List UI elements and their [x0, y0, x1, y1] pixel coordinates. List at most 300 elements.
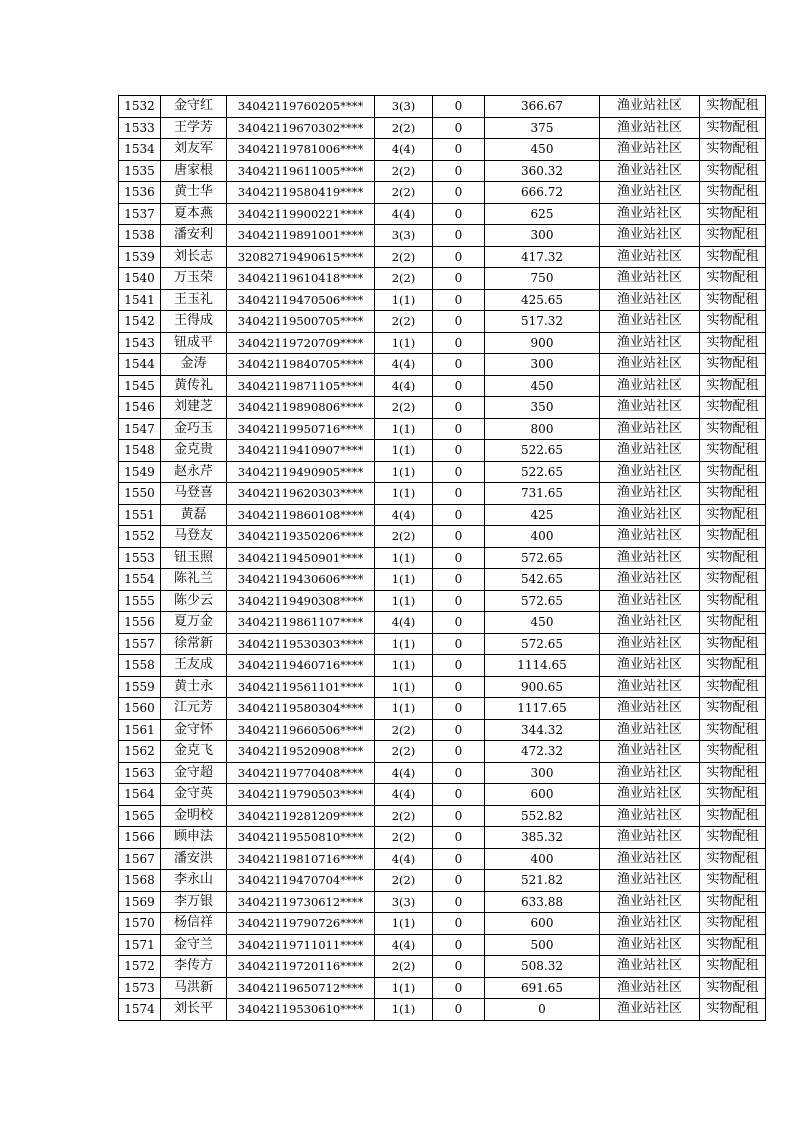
serial-number-cell: 1544	[119, 354, 161, 376]
name-cell: 万玉荣	[161, 268, 227, 290]
zero-value-cell: 0	[433, 719, 485, 741]
zero-value-cell: 0	[433, 160, 485, 182]
household-size-cell: 1(1)	[375, 676, 433, 698]
allocation-type-cell: 实物配租	[700, 547, 766, 569]
zero-value-cell: 0	[433, 741, 485, 763]
zero-value-cell: 0	[433, 375, 485, 397]
allocation-type-cell: 实物配租	[700, 461, 766, 483]
amount-cell: 666.72	[485, 182, 600, 204]
serial-number-cell: 1562	[119, 741, 161, 763]
id-number-cell: 34042119530610****	[227, 999, 375, 1021]
name-cell: 刘长志	[161, 246, 227, 268]
community-cell: 渔业站社区	[600, 805, 700, 827]
household-size-cell: 2(2)	[375, 246, 433, 268]
id-number-cell: 34042119720709****	[227, 332, 375, 354]
id-number-cell: 34042119790726****	[227, 913, 375, 935]
zero-value-cell: 0	[433, 999, 485, 1021]
name-cell: 金巧玉	[161, 418, 227, 440]
zero-value-cell: 0	[433, 225, 485, 247]
amount-cell: 552.82	[485, 805, 600, 827]
amount-cell: 350	[485, 397, 600, 419]
community-cell: 渔业站社区	[600, 526, 700, 548]
household-size-cell: 1(1)	[375, 440, 433, 462]
allocation-type-cell: 实物配租	[700, 440, 766, 462]
table-row	[119, 805, 766, 827]
id-number-cell: 34042119840705****	[227, 354, 375, 376]
zero-value-cell: 0	[433, 784, 485, 806]
name-cell: 金守超	[161, 762, 227, 784]
serial-number-cell: 1554	[119, 569, 161, 591]
table-row	[119, 397, 766, 419]
allocation-type-cell: 实物配租	[700, 719, 766, 741]
table-row	[119, 332, 766, 354]
amount-cell: 450	[485, 139, 600, 161]
table-row	[119, 440, 766, 462]
name-cell: 李万银	[161, 891, 227, 913]
id-number-cell: 34042119430606****	[227, 569, 375, 591]
zero-value-cell: 0	[433, 762, 485, 784]
table-row	[119, 268, 766, 290]
zero-value-cell: 0	[433, 354, 485, 376]
allocation-type-cell: 实物配租	[700, 569, 766, 591]
id-number-cell: 34042119561101****	[227, 676, 375, 698]
name-cell: 王得成	[161, 311, 227, 333]
household-size-cell: 2(2)	[375, 719, 433, 741]
name-cell: 黄士华	[161, 182, 227, 204]
amount-cell: 500	[485, 934, 600, 956]
zero-value-cell: 0	[433, 311, 485, 333]
amount-cell: 1114.65	[485, 655, 600, 677]
household-size-cell: 1(1)	[375, 483, 433, 505]
table-row	[119, 891, 766, 913]
household-size-cell: 1(1)	[375, 461, 433, 483]
allocation-type-cell: 实物配租	[700, 633, 766, 655]
zero-value-cell: 0	[433, 289, 485, 311]
allocation-type-cell: 实物配租	[700, 999, 766, 1021]
amount-cell: 521.82	[485, 870, 600, 892]
name-cell: 金守红	[161, 96, 227, 118]
serial-number-cell: 1533	[119, 117, 161, 139]
serial-number-cell: 1574	[119, 999, 161, 1021]
allocation-type-cell: 实物配租	[700, 483, 766, 505]
amount-cell: 425	[485, 504, 600, 526]
id-number-cell: 34042119650712****	[227, 977, 375, 999]
zero-value-cell: 0	[433, 526, 485, 548]
amount-cell: 522.65	[485, 440, 600, 462]
allocation-type-cell: 实物配租	[700, 762, 766, 784]
household-size-cell: 4(4)	[375, 354, 433, 376]
name-cell: 顾申法	[161, 827, 227, 849]
household-size-cell: 1(1)	[375, 590, 433, 612]
table-row	[119, 977, 766, 999]
id-number-cell: 34042119810716****	[227, 848, 375, 870]
amount-cell: 508.32	[485, 956, 600, 978]
id-number-cell: 32082719490615****	[227, 246, 375, 268]
amount-cell: 300	[485, 225, 600, 247]
serial-number-cell: 1555	[119, 590, 161, 612]
amount-cell: 0	[485, 999, 600, 1021]
household-size-cell: 4(4)	[375, 504, 433, 526]
serial-number-cell: 1534	[119, 139, 161, 161]
community-cell: 渔业站社区	[600, 719, 700, 741]
allocation-type-cell: 实物配租	[700, 913, 766, 935]
id-number-cell: 34042119860108****	[227, 504, 375, 526]
amount-cell: 300	[485, 762, 600, 784]
name-cell: 金守英	[161, 784, 227, 806]
household-size-cell: 4(4)	[375, 375, 433, 397]
household-size-cell: 4(4)	[375, 934, 433, 956]
name-cell: 徐常新	[161, 633, 227, 655]
household-size-cell: 2(2)	[375, 117, 433, 139]
household-size-cell: 1(1)	[375, 698, 433, 720]
table-row	[119, 418, 766, 440]
amount-cell: 900.65	[485, 676, 600, 698]
zero-value-cell: 0	[433, 590, 485, 612]
name-cell: 钮玉照	[161, 547, 227, 569]
id-number-cell: 34042119580304****	[227, 698, 375, 720]
community-cell: 渔业站社区	[600, 870, 700, 892]
table-row	[119, 676, 766, 698]
household-size-cell: 2(2)	[375, 741, 433, 763]
table-row	[119, 526, 766, 548]
community-cell: 渔业站社区	[600, 676, 700, 698]
amount-cell: 425.65	[485, 289, 600, 311]
table-row	[119, 483, 766, 505]
amount-cell: 375	[485, 117, 600, 139]
table-row	[119, 225, 766, 247]
allocation-type-cell: 实物配租	[700, 741, 766, 763]
housing-roster-table	[118, 95, 766, 1021]
community-cell: 渔业站社区	[600, 96, 700, 118]
zero-value-cell: 0	[433, 805, 485, 827]
serial-number-cell: 1551	[119, 504, 161, 526]
community-cell: 渔业站社区	[600, 354, 700, 376]
zero-value-cell: 0	[433, 139, 485, 161]
table-row	[119, 246, 766, 268]
amount-cell: 450	[485, 375, 600, 397]
zero-value-cell: 0	[433, 698, 485, 720]
name-cell: 江元芳	[161, 698, 227, 720]
name-cell: 陈礼兰	[161, 569, 227, 591]
serial-number-cell: 1558	[119, 655, 161, 677]
name-cell: 李永山	[161, 870, 227, 892]
allocation-type-cell: 实物配租	[700, 160, 766, 182]
allocation-type-cell: 实物配租	[700, 526, 766, 548]
name-cell: 夏万金	[161, 612, 227, 634]
community-cell: 渔业站社区	[600, 182, 700, 204]
id-number-cell: 34042119861107****	[227, 612, 375, 634]
zero-value-cell: 0	[433, 827, 485, 849]
serial-number-cell: 1542	[119, 311, 161, 333]
allocation-type-cell: 实物配租	[700, 934, 766, 956]
zero-value-cell: 0	[433, 655, 485, 677]
allocation-type-cell: 实物配租	[700, 289, 766, 311]
serial-number-cell: 1563	[119, 762, 161, 784]
community-cell: 渔业站社区	[600, 612, 700, 634]
name-cell: 陈少云	[161, 590, 227, 612]
amount-cell: 450	[485, 612, 600, 634]
allocation-type-cell: 实物配租	[700, 203, 766, 225]
serial-number-cell: 1548	[119, 440, 161, 462]
allocation-type-cell: 实物配租	[700, 827, 766, 849]
amount-cell: 731.65	[485, 483, 600, 505]
table-row	[119, 160, 766, 182]
community-cell: 渔业站社区	[600, 934, 700, 956]
name-cell: 唐家根	[161, 160, 227, 182]
household-size-cell: 4(4)	[375, 762, 433, 784]
name-cell: 金涛	[161, 354, 227, 376]
serial-number-cell: 1546	[119, 397, 161, 419]
serial-number-cell: 1557	[119, 633, 161, 655]
community-cell: 渔业站社区	[600, 311, 700, 333]
table-row	[119, 827, 766, 849]
id-number-cell: 34042119790503****	[227, 784, 375, 806]
community-cell: 渔业站社区	[600, 999, 700, 1021]
household-size-cell: 2(2)	[375, 870, 433, 892]
table-row	[119, 612, 766, 634]
zero-value-cell: 0	[433, 569, 485, 591]
allocation-type-cell: 实物配租	[700, 397, 766, 419]
id-number-cell: 34042119871105****	[227, 375, 375, 397]
household-size-cell: 1(1)	[375, 655, 433, 677]
id-number-cell: 34042119500705****	[227, 311, 375, 333]
zero-value-cell: 0	[433, 246, 485, 268]
community-cell: 渔业站社区	[600, 418, 700, 440]
amount-cell: 360.32	[485, 160, 600, 182]
community-cell: 渔业站社区	[600, 848, 700, 870]
household-size-cell: 1(1)	[375, 913, 433, 935]
table-row	[119, 913, 766, 935]
community-cell: 渔业站社区	[600, 891, 700, 913]
id-number-cell: 34042119781006****	[227, 139, 375, 161]
table-row	[119, 999, 766, 1021]
household-size-cell: 2(2)	[375, 827, 433, 849]
serial-number-cell: 1573	[119, 977, 161, 999]
table-row	[119, 784, 766, 806]
amount-cell: 625	[485, 203, 600, 225]
id-number-cell: 34042119490308****	[227, 590, 375, 612]
id-number-cell: 34042119670302****	[227, 117, 375, 139]
amount-cell: 750	[485, 268, 600, 290]
allocation-type-cell: 实物配租	[700, 698, 766, 720]
id-number-cell: 34042119530303****	[227, 633, 375, 655]
zero-value-cell: 0	[433, 676, 485, 698]
zero-value-cell: 0	[433, 203, 485, 225]
name-cell: 王友成	[161, 655, 227, 677]
allocation-type-cell: 实物配租	[700, 977, 766, 999]
id-number-cell: 34042119470506****	[227, 289, 375, 311]
amount-cell: 400	[485, 848, 600, 870]
community-cell: 渔业站社区	[600, 139, 700, 161]
community-cell: 渔业站社区	[600, 203, 700, 225]
name-cell: 金克贵	[161, 440, 227, 462]
allocation-type-cell: 实物配租	[700, 332, 766, 354]
allocation-type-cell: 实物配租	[700, 612, 766, 634]
community-cell: 渔业站社区	[600, 569, 700, 591]
name-cell: 李传方	[161, 956, 227, 978]
id-number-cell: 34042119891001****	[227, 225, 375, 247]
serial-number-cell: 1532	[119, 96, 161, 118]
household-size-cell: 3(3)	[375, 96, 433, 118]
table-row	[119, 719, 766, 741]
amount-cell: 633.88	[485, 891, 600, 913]
table-row	[119, 375, 766, 397]
zero-value-cell: 0	[433, 397, 485, 419]
zero-value-cell: 0	[433, 956, 485, 978]
id-number-cell: 34042119550810****	[227, 827, 375, 849]
zero-value-cell: 0	[433, 117, 485, 139]
household-size-cell: 2(2)	[375, 397, 433, 419]
allocation-type-cell: 实物配租	[700, 268, 766, 290]
id-number-cell: 34042119760205****	[227, 96, 375, 118]
amount-cell: 600	[485, 784, 600, 806]
serial-number-cell: 1567	[119, 848, 161, 870]
serial-number-cell: 1535	[119, 160, 161, 182]
amount-cell: 900	[485, 332, 600, 354]
serial-number-cell: 1539	[119, 246, 161, 268]
community-cell: 渔业站社区	[600, 762, 700, 784]
zero-value-cell: 0	[433, 977, 485, 999]
id-number-cell: 34042119900221****	[227, 203, 375, 225]
community-cell: 渔业站社区	[600, 827, 700, 849]
allocation-type-cell: 实物配租	[700, 246, 766, 268]
serial-number-cell: 1560	[119, 698, 161, 720]
allocation-type-cell: 实物配租	[700, 225, 766, 247]
community-cell: 渔业站社区	[600, 698, 700, 720]
household-size-cell: 2(2)	[375, 268, 433, 290]
serial-number-cell: 1556	[119, 612, 161, 634]
id-number-cell: 34042119711011****	[227, 934, 375, 956]
serial-number-cell: 1550	[119, 483, 161, 505]
id-number-cell: 34042119460716****	[227, 655, 375, 677]
table-row	[119, 203, 766, 225]
serial-number-cell: 1569	[119, 891, 161, 913]
community-cell: 渔业站社区	[600, 483, 700, 505]
community-cell: 渔业站社区	[600, 160, 700, 182]
serial-number-cell: 1541	[119, 289, 161, 311]
serial-number-cell: 1545	[119, 375, 161, 397]
zero-value-cell: 0	[433, 96, 485, 118]
community-cell: 渔业站社区	[600, 741, 700, 763]
name-cell: 夏本燕	[161, 203, 227, 225]
allocation-type-cell: 实物配租	[700, 139, 766, 161]
amount-cell: 417.32	[485, 246, 600, 268]
id-number-cell: 34042119490905****	[227, 461, 375, 483]
zero-value-cell: 0	[433, 504, 485, 526]
amount-cell: 385.32	[485, 827, 600, 849]
name-cell: 潘安利	[161, 225, 227, 247]
table-row	[119, 848, 766, 870]
household-size-cell: 2(2)	[375, 182, 433, 204]
amount-cell: 300	[485, 354, 600, 376]
name-cell: 金守怀	[161, 719, 227, 741]
allocation-type-cell: 实物配租	[700, 848, 766, 870]
community-cell: 渔业站社区	[600, 913, 700, 935]
zero-value-cell: 0	[433, 418, 485, 440]
name-cell: 黄传礼	[161, 375, 227, 397]
allocation-type-cell: 实物配租	[700, 504, 766, 526]
id-number-cell: 34042119730612****	[227, 891, 375, 913]
id-number-cell: 34042119450901****	[227, 547, 375, 569]
name-cell: 刘建芝	[161, 397, 227, 419]
id-number-cell: 34042119890806****	[227, 397, 375, 419]
community-cell: 渔业站社区	[600, 977, 700, 999]
serial-number-cell: 1564	[119, 784, 161, 806]
community-cell: 渔业站社区	[600, 397, 700, 419]
household-size-cell: 4(4)	[375, 612, 433, 634]
serial-number-cell: 1570	[119, 913, 161, 935]
serial-number-cell: 1536	[119, 182, 161, 204]
community-cell: 渔业站社区	[600, 268, 700, 290]
amount-cell: 572.65	[485, 590, 600, 612]
id-number-cell: 34042119720116****	[227, 956, 375, 978]
table-row	[119, 590, 766, 612]
amount-cell: 400	[485, 526, 600, 548]
household-size-cell: 1(1)	[375, 547, 433, 569]
household-size-cell: 2(2)	[375, 311, 433, 333]
name-cell: 马登友	[161, 526, 227, 548]
table-row	[119, 117, 766, 139]
table-row	[119, 182, 766, 204]
serial-number-cell: 1566	[119, 827, 161, 849]
amount-cell: 522.65	[485, 461, 600, 483]
community-cell: 渔业站社区	[600, 655, 700, 677]
name-cell: 金明校	[161, 805, 227, 827]
serial-number-cell: 1549	[119, 461, 161, 483]
zero-value-cell: 0	[433, 182, 485, 204]
zero-value-cell: 0	[433, 332, 485, 354]
serial-number-cell: 1537	[119, 203, 161, 225]
id-number-cell: 34042119950716****	[227, 418, 375, 440]
allocation-type-cell: 实物配租	[700, 956, 766, 978]
table-row	[119, 311, 766, 333]
amount-cell: 691.65	[485, 977, 600, 999]
amount-cell: 542.65	[485, 569, 600, 591]
roster-body	[119, 96, 766, 1021]
id-number-cell: 34042119610418****	[227, 268, 375, 290]
household-size-cell: 4(4)	[375, 848, 433, 870]
household-size-cell: 1(1)	[375, 418, 433, 440]
community-cell: 渔业站社区	[600, 225, 700, 247]
amount-cell: 366.67	[485, 96, 600, 118]
amount-cell: 600	[485, 913, 600, 935]
zero-value-cell: 0	[433, 633, 485, 655]
serial-number-cell: 1561	[119, 719, 161, 741]
allocation-type-cell: 实物配租	[700, 805, 766, 827]
serial-number-cell: 1572	[119, 956, 161, 978]
id-number-cell: 34042119770408****	[227, 762, 375, 784]
zero-value-cell: 0	[433, 870, 485, 892]
amount-cell: 800	[485, 418, 600, 440]
amount-cell: 572.65	[485, 547, 600, 569]
community-cell: 渔业站社区	[600, 289, 700, 311]
household-size-cell: 2(2)	[375, 956, 433, 978]
table-row	[119, 289, 766, 311]
serial-number-cell: 1547	[119, 418, 161, 440]
id-number-cell: 34042119520908****	[227, 741, 375, 763]
household-size-cell: 2(2)	[375, 160, 433, 182]
allocation-type-cell: 实物配租	[700, 354, 766, 376]
table-row	[119, 504, 766, 526]
id-number-cell: 34042119470704****	[227, 870, 375, 892]
table-row	[119, 461, 766, 483]
name-cell: 金守兰	[161, 934, 227, 956]
community-cell: 渔业站社区	[600, 504, 700, 526]
allocation-type-cell: 实物配租	[700, 96, 766, 118]
table-row	[119, 569, 766, 591]
amount-cell: 344.32	[485, 719, 600, 741]
id-number-cell: 34042119410907****	[227, 440, 375, 462]
